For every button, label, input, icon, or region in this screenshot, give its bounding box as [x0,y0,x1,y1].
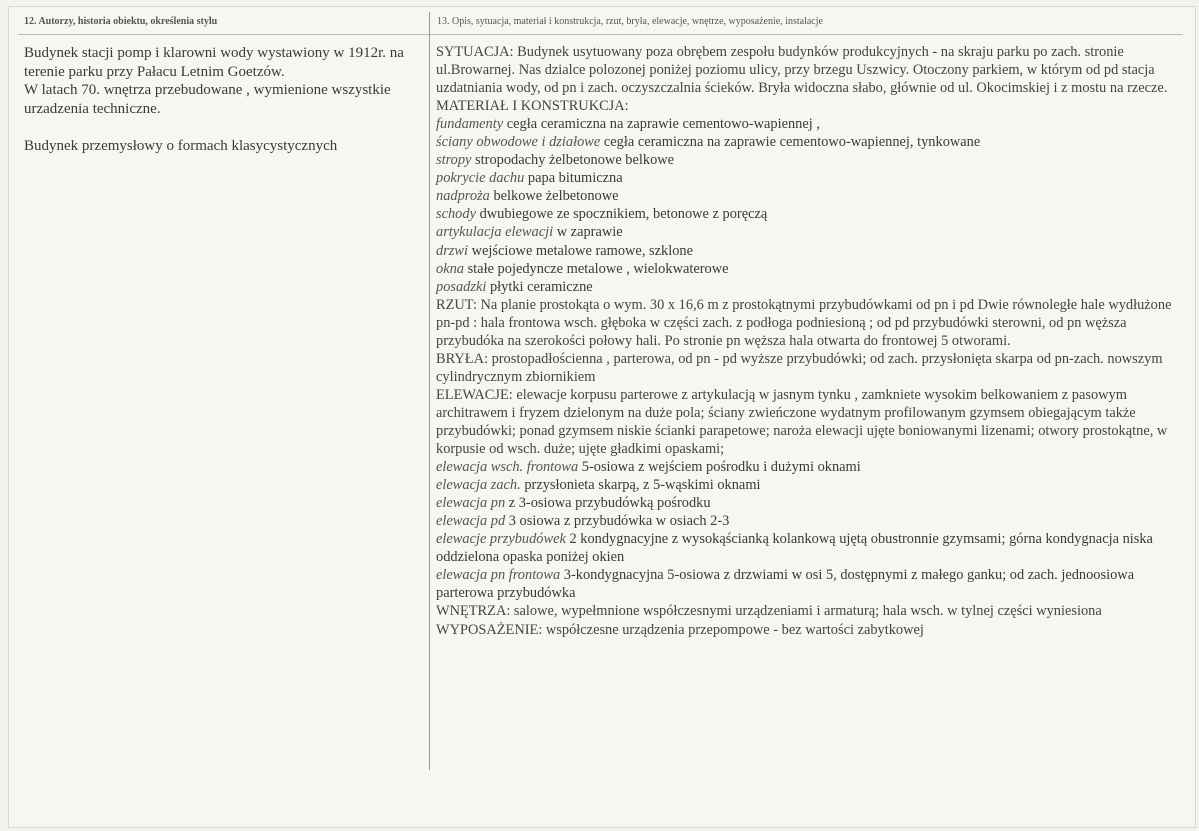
elevation-item [436,494,1176,512]
material-item [436,115,1176,133]
elevation-item [436,512,1176,530]
elevation-item [436,458,1176,476]
rzut-section: RZUT: Na planie prostokąta o wym. 30 x 16,6 m z prostokątnymi przybudówkami od pn i pd Dwie równoległe hale wydłużone pn-pd : hala frontowa wsch. głęboka w części zach. z podłoga podniesioną ; od pd przybudówki sterowni, od pn węższa przybudóka na szerokości połowy hali. Po stronie pn węższa hala otwarta do frontowej 5 otworami. [436,296,1172,349]
material-label: posadzki [436,278,487,295]
wnetrza-section: WNĘTRZA: salowe, wypełmnione współczesnymi urządzeniami i armaturą; hala wsch. w tylnej części wyniesiona [436,603,1102,620]
elevation-value: 3-kondygnacyjna 5-osiowa z drzwiami w osi 5, dostępnymi z małego ganku; od zach. jednoosiowa parterowa przybudówka [436,567,1135,602]
material-label: okna [436,260,464,277]
material-value: papa bitumiczna [524,170,623,187]
material-item [436,260,1176,278]
material-value: cegła ceramiczna na zaprawie cementowo-wapiennej , [503,116,820,133]
elewacje-section: ELEWACJE: elewacje korpusu parterowe z artykulacją w jasnym tynku , zamkniete wysokim belkowaniem z pasowym architrawem i fryzem dzielonym na duże pola; ściany zwieńczone wydatnym profilowanym gzymsem obiegającym także przybudówki; ponad gzymsem niskie ścianki parapetowe; naroża elewacji ujęte boniowanymi lizenami; otwory prostokątne, w korpusie od wsch. duże; ujęte gładkimi opaskami; [436,386,1168,458]
elevation-label: elewacja pd [436,513,506,530]
material-heading: MATERIAŁ I KONSTRUKCJA: [436,98,629,115]
material-label: schody [436,206,476,223]
elevation-value: z 3-osiowa przybudówką pośrodku [505,495,711,512]
material-label: fundamenty [436,116,504,133]
sytuacja-section: SYTUACJA: Budynek usytuowany poza obrębem zespołu budynków produkcyjnych - na skraju parku po zach. stronie ul.Browarnej. Nas dzialce polozonej poniżej poziomu ulicy, przy brzegu Uszwicy. Otoczony parkiem, w którym od pd stacja uzdatniania wody, od pn i zach. oczyszczalnia ścieków. Bryła widoczna słabo, głównie od ul. Okocimskiej i z mostu na rzecze. [436,44,1168,97]
elevation-label: elewacja wsch. frontowa [436,459,579,476]
elevation-label: elewacja pn [436,495,506,512]
material-label: ściany obwodowe i działowe [436,134,601,151]
material-item [436,151,1176,169]
material-value: stropodachy żelbetonowe belkowe [471,152,675,169]
elevation-value: przysłonieta skarpą, z 5-wąskimi oknami [520,477,761,494]
history-column [24,44,424,156]
material-value: płytki ceramiczne [486,278,593,295]
style-paragraph: Budynek przemysłowy o formach klasycystycznych [24,137,338,154]
elevation-label: elewacja zach. [436,477,521,494]
material-item [436,133,1176,151]
material-label: nadproża [436,188,490,205]
material-item [436,278,1176,296]
elevation-item [436,566,1176,602]
description-column [436,43,1176,639]
material-item [436,242,1176,260]
material-value: cegła ceramiczna na zaprawie cementowo-wapiennej, tynkowane [600,134,981,151]
elevation-value: 5-osiowa z wejściem pośrodku i dużymi oknami [578,459,861,476]
elevation-item [436,530,1176,566]
material-label: pokrycie dachu [436,170,525,187]
elevation-value: 3 osiowa z przybudówka w osiach 2-3 [505,513,730,530]
material-label: artykulacja elewacji [436,224,554,241]
column-divider [429,12,430,770]
bryla-section: BRYŁA: prostopadłościenna , parterowa, od pn - pd wyższe przybudówki; od zach. przysłonięta skarpa od pn-zach. nowszym cylindrycznym zbiornikiem [436,350,1163,385]
material-item [436,205,1176,223]
elevation-label: elewacje przybudówek [436,531,566,548]
history-paragraph-2: W latach 70. wnętrza przebudowane , wymienione wszystkie urzadzenia techniczne. [24,82,391,117]
wyposazenie-section: WYPOSAŻENIE: współczesne urządzenia przepompowe - bez wartości zabytkowej [436,621,924,638]
material-value: belkowe żelbetonowe [489,188,619,205]
elevation-value: 2 kondygnacyjne z wysokąścianką kolankową ujętą obustronnie gzymsami; górna kondygnacja niska oddzielona opaska poniżej okien [436,531,1153,566]
material-value: stałe pojedyncze metalowe , wielokwaterowe [463,260,729,277]
material-label: drzwi [436,242,468,259]
elevation-label: elewacja pn frontowa [436,567,561,584]
material-value: w zaprawie [553,224,623,241]
left-column-header: 12. Autorzy, historia obiektu, określenia stylu [24,16,218,27]
material-item [436,169,1176,187]
right-column-header: 13. Opis, sytuacja, materiał i konstrukcja, rzut, bryła, elewacje, wnętrze, wyposażenie, instalacje [437,16,823,27]
material-value: wejściowe metalowe ramowe, szklone [468,242,693,259]
material-item [436,223,1176,241]
material-label: stropy [436,152,472,169]
header-rule [18,34,1183,35]
elevation-item [436,476,1176,494]
history-paragraph-1: Budynek stacji pomp i klarowni wody wystawiony w 1912r. na terenie parku przy Pałacu Letnim Goetzów. [24,45,404,80]
material-item [436,187,1176,205]
material-value: dwubiegowe ze spocznikiem, betonowe z poręczą [475,206,768,223]
